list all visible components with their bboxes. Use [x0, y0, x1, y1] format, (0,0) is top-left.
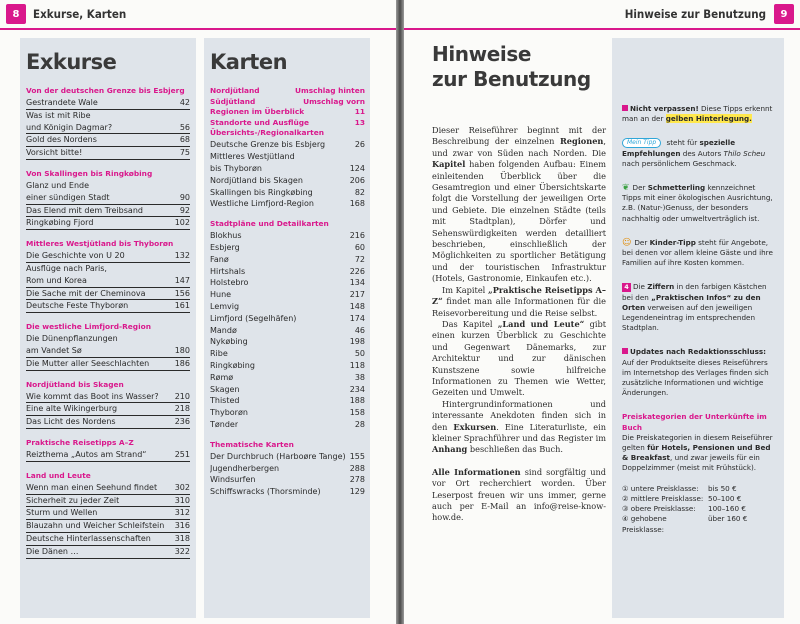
page-title-line-1: Hinweise: [432, 42, 531, 66]
list-item: [210, 325, 365, 337]
item-page: 82: [354, 187, 365, 197]
item-page: 56: [179, 122, 190, 132]
list-item: [210, 384, 365, 396]
tip-text: Auf der Produktseite dieses Reiseführers im Internetshop des Verlages finden sich zusätzliche Informationen und wichtige Änderungen.: [622, 357, 769, 398]
item-label: Südjütland: [210, 96, 256, 106]
paragraph-regions: [432, 125, 606, 285]
karten-list: [210, 128, 365, 498]
text-run: gibt einen kurzen Überblick zu Geschichte und Gegenwart Dänemarks, zur Architektur und zur dänischen Kunstszene sowie hilfreiche Informationen zu Themen wie Wetter, Gezeiten und Umwelt.: [432, 318, 606, 398]
section-heading: Übersichts-/Regionalkarten: [210, 128, 324, 138]
item-page: 26: [354, 140, 365, 150]
item-page: Umschlag vorn: [303, 96, 365, 106]
text-run: , und zwar von Süden nach Norden. Die: [432, 136, 606, 158]
section-heading: Thematische Karten: [210, 439, 294, 449]
list-item[interactable]: [26, 134, 190, 147]
item-page: 75: [179, 148, 190, 158]
item-label: Was ist mit Ribe: [26, 110, 91, 120]
item-label: Thyborøn: [210, 408, 248, 418]
tip-bold: spezielle Empfehlungen: [622, 138, 736, 158]
item-label: Der Durchbruch (Harboøre Tange): [210, 451, 346, 461]
item-label: Ringkøbing Fjord: [26, 218, 94, 228]
item-label: Nordjütland: [210, 86, 260, 95]
tip-text: Der: [634, 237, 650, 247]
item-page: 13: [354, 117, 365, 127]
tip-updates: [622, 347, 776, 398]
item-page: 216: [349, 231, 365, 241]
item-page: 156: [174, 288, 190, 298]
paragraph-land-leute: [432, 319, 606, 399]
item-label: Deutsche Hinterlassenschaften: [26, 533, 151, 543]
item-page: 134: [349, 278, 365, 288]
price-description: [622, 433, 776, 474]
list-item: [210, 254, 365, 266]
tip-bold: Ziffern: [647, 282, 675, 292]
list-item: [26, 263, 190, 275]
list-item: [26, 333, 190, 345]
child-icon: ☺: [622, 237, 632, 248]
item-page: Umschlag hinten: [295, 86, 365, 95]
item-page: 198: [349, 337, 365, 347]
tip-nicht-verpassen: [622, 104, 776, 124]
list-item: [26, 110, 190, 122]
item-label: Sicherheit zu jeder Zeit: [26, 495, 120, 505]
section-heading: Von Skallingen bis Ringkøbing: [26, 168, 153, 178]
list-item[interactable]: [26, 533, 190, 546]
item-label: einer sündigen Stadt: [26, 192, 110, 202]
list-item: [210, 360, 365, 372]
item-label: Sturm und Wellen: [26, 508, 98, 518]
list-item: [26, 180, 190, 192]
item-label: Deutsche Feste Thyborøn: [26, 301, 129, 311]
tip-ziffern: [622, 282, 776, 333]
text-bold: „Land und Leute“: [497, 318, 585, 329]
text-run: sind sorgfältig und vor Ort recherchiert worden. Über Leserpost freuen wir uns immer, gerne auch per E-Mail an info@reise-know-how.de.: [432, 466, 606, 523]
price-label: ① untere Preisklasse:: [622, 483, 699, 493]
price-value: über 160 €: [708, 514, 748, 524]
item-label: Limfjord (Segelhäfen): [210, 313, 297, 323]
item-page: 124: [349, 163, 365, 173]
list-item[interactable]: [26, 495, 190, 508]
section-heading: Land und Leute: [26, 470, 91, 480]
list-item[interactable]: [26, 97, 190, 110]
item-page: 50: [354, 349, 365, 359]
list-item: [210, 266, 365, 278]
item-page: 186: [174, 358, 190, 368]
list-item[interactable]: [26, 482, 190, 495]
list-item: [210, 86, 365, 97]
tip-text: des Autors: [680, 148, 724, 158]
item-page: 226: [349, 266, 365, 276]
item-page: 148: [349, 301, 365, 311]
item-label: Nordjütland bis Skagen: [210, 175, 303, 185]
list-item: [210, 301, 365, 313]
tip-bold: Updates nach Redaktionsschluss:: [630, 347, 766, 357]
price-label: ② mittlere Preisklasse:: [622, 493, 704, 503]
list-item: [210, 163, 365, 175]
tip-text: steht für Angebote, bei denen vor allem kleine Gäste und ihre Familien auf ihre Kosten kommen.: [622, 237, 773, 268]
paragraph-reisetipps: [432, 285, 606, 319]
section-heading: Praktische Reisetipps A–Z: [26, 437, 134, 447]
price-row: [622, 504, 776, 514]
item-label: Ausflüge nach Paris,: [26, 263, 107, 273]
price-label: ③ obere Preisklasse:: [622, 504, 696, 514]
list-item[interactable]: [26, 358, 190, 371]
item-label: Schiffswracks (Thorsminde): [210, 487, 321, 497]
item-label: Holstebro: [210, 278, 249, 288]
list-item[interactable]: [26, 300, 190, 313]
item-label: Esbjerg: [210, 242, 240, 252]
text-bold: „Praktische Reisetipps A–Z“: [432, 284, 606, 307]
item-label: Die Sache mit der Cheminova: [26, 288, 146, 298]
item-label: Mittleres Westjütland: [210, 152, 295, 162]
list-item: [210, 277, 365, 289]
list-item: [210, 118, 365, 129]
item-label: bis Thyborøn: [210, 163, 262, 173]
list-item: [210, 230, 365, 242]
list-item: [210, 419, 365, 431]
list-item: [210, 151, 365, 163]
price-value: bis 50 €: [708, 483, 737, 493]
karten-column: [204, 38, 370, 618]
item-label: Die Mutter aller Seeschlachten: [26, 358, 150, 368]
item-page: 206: [349, 175, 365, 185]
item-page: 92: [179, 205, 190, 215]
list-item: [210, 175, 365, 187]
list-item: [210, 395, 365, 407]
tip-text: in den farbigen Kästchen bei den: [622, 282, 767, 302]
item-label: Hirtshals: [210, 266, 246, 276]
item-label: Windsurfen: [210, 475, 256, 485]
paragraph-info: [432, 467, 606, 524]
list-item: [210, 107, 365, 118]
tip-bold: Schmetterling: [647, 183, 706, 193]
item-page: 68: [179, 135, 190, 145]
right-page: [404, 0, 800, 624]
item-page: 217: [349, 290, 365, 300]
text-run: Im Kapitel: [442, 284, 488, 295]
tip-bold: Kinder-Tipp: [649, 237, 696, 247]
item-page: 210: [174, 391, 190, 401]
item-label: Deutsche Grenze bis Esbjerg: [210, 140, 326, 150]
page-number-left: 8: [6, 4, 26, 24]
exkurse-heading: Exkurse: [26, 50, 117, 74]
item-page: 218: [174, 404, 190, 414]
item-page: 318: [174, 533, 190, 543]
section-heading: Die westliche Limfjord-Region: [26, 322, 151, 332]
item-page: 72: [354, 254, 365, 264]
list-item: [210, 97, 365, 108]
item-label: Ringkøbing: [210, 360, 255, 370]
list-item[interactable]: [26, 250, 190, 263]
yellow-highlight: gelben Hinterlegung.: [665, 114, 752, 124]
item-label: Glanz und Ende: [26, 180, 90, 190]
text-bold: Kapitel: [432, 159, 466, 170]
item-label: Gold des Nordens: [26, 135, 97, 145]
mein-tipp-badge-icon: Mein Tipp: [622, 138, 661, 148]
price-table: [622, 484, 776, 535]
right-header: [404, 0, 800, 30]
item-page: 155: [349, 451, 365, 461]
section-heading: Von der deutschen Grenze bis Esbjerg: [26, 86, 185, 95]
paragraph-exkurse: [432, 399, 606, 456]
text-bold: Regionen: [559, 136, 604, 147]
item-page: 147: [174, 275, 190, 285]
tip-text: Der: [632, 183, 648, 193]
list-item[interactable]: [26, 122, 190, 135]
item-page: 312: [174, 508, 190, 518]
item-label: Ribe: [210, 349, 228, 359]
item-label: Thisted: [210, 396, 240, 406]
item-label: Das Licht des Nordens: [26, 417, 116, 427]
item-label: Jugendherbergen: [210, 463, 280, 473]
karten-heading: Karten: [210, 50, 288, 74]
tip-bold: Nicht verpassen!: [630, 104, 699, 113]
left-header-title: Exkurse, Karten: [33, 7, 127, 21]
text-bold: Alle Informationen: [432, 466, 521, 477]
item-label: Skallingen bis Ringkøbing: [210, 187, 313, 197]
item-label: Rømø: [210, 372, 234, 382]
list-item: [210, 187, 365, 199]
text-bold: Anhang: [432, 444, 468, 455]
list-item: [210, 336, 365, 348]
item-label: Die Dänen …: [26, 546, 79, 556]
list-item[interactable]: [26, 205, 190, 218]
text-run: . Eine Literaturliste, ein kleiner Sprachführer und das Register im: [432, 421, 606, 443]
item-page: 316: [174, 521, 190, 531]
price-value: 50–100 €: [708, 493, 742, 503]
list-item: [210, 451, 365, 463]
item-label: Regionen im Überblick: [210, 107, 305, 117]
list-item: [210, 463, 365, 475]
list-item[interactable]: [26, 217, 190, 230]
item-label: am Vandet Sø: [26, 345, 82, 355]
list-item: [210, 242, 365, 254]
list-item: [210, 474, 365, 486]
text-run: Hintergrundinformationen und interessante Anekdoten finden sich in den: [432, 398, 606, 432]
item-page: 118: [349, 360, 365, 370]
item-page: 288: [349, 463, 365, 473]
item-page: 310: [174, 495, 190, 505]
item-page: 102: [174, 218, 190, 228]
tip-text: nach persönlichem Geschmack.: [622, 158, 737, 168]
exkurse-list: [26, 86, 190, 559]
list-item[interactable]: [26, 416, 190, 429]
tip-text: Die Preiskategorien in diesem Reiseführer gelten: [622, 432, 773, 453]
price-row: [622, 484, 776, 494]
price-heading: Preiskategorien der Unterkünfte im Buch: [622, 412, 767, 432]
item-page: 90: [179, 192, 190, 202]
list-item: [210, 289, 365, 301]
item-label: Tønder: [210, 419, 239, 429]
list-item[interactable]: [26, 507, 190, 520]
tip-bold: „Praktischen Infos“ zu den Orten: [622, 292, 761, 312]
item-page: 60: [354, 242, 365, 252]
tip-text: Diese Tipps erkennt man an der: [622, 104, 773, 124]
item-page: 251: [174, 449, 190, 459]
item-page: 38: [354, 372, 365, 382]
list-item[interactable]: [26, 345, 190, 358]
item-label: Skagen: [210, 384, 240, 394]
tip-text: verweisen auf den jeweiligen Legendeneintrag im entsprechenden Stadtplan.: [622, 302, 756, 333]
left-page: [0, 0, 396, 624]
text-bold: Exkursen: [453, 421, 497, 432]
list-item[interactable]: [26, 520, 190, 533]
item-page: 28: [354, 419, 365, 429]
exkurse-column: [20, 38, 196, 618]
list-item[interactable]: [26, 403, 190, 416]
book-gutter: [396, 0, 404, 624]
tip-text: steht für: [664, 138, 700, 148]
author-name: Thilo Scheu: [723, 148, 766, 158]
right-header-title: Hinweise zur Benutzung: [624, 7, 766, 21]
item-label: und Königin Dagmar?: [26, 122, 113, 132]
tip-mein-tipp: [622, 138, 776, 169]
list-item: [210, 198, 365, 210]
tips-sidebar: [612, 38, 784, 618]
tip-kinder: [622, 238, 776, 269]
item-label: Die Geschichte von U 20: [26, 251, 125, 261]
list-item[interactable]: [26, 288, 190, 301]
item-label: Standorte und Ausflüge: [210, 117, 310, 127]
item-label: Fanø: [210, 254, 229, 264]
tip-text: , und zwar jeweils für ein Doppelzimmer (meist mit Frühstück).: [622, 453, 760, 473]
tip-bold: für Hotels, Pensionen und Bed & Breakfast: [622, 443, 771, 463]
text-run: Das Kapitel: [442, 318, 498, 329]
item-label: Gestrandete Wale: [26, 98, 98, 107]
left-header: [0, 0, 396, 30]
number-box-icon: 4: [622, 283, 631, 292]
list-item: [210, 372, 365, 384]
page-number-right: 9: [774, 4, 794, 24]
item-page: 302: [174, 482, 190, 492]
item-label: Blauzahn und Weicher Schleifstein: [26, 521, 165, 531]
item-label: Nykøbing: [210, 337, 248, 347]
item-page: 46: [354, 325, 365, 335]
text-run: findet man alle Informationen für die Reisevorbereitung und die Reise selbst.: [432, 296, 606, 318]
section-heading: Mittleres Westjütland bis Thyborøn: [26, 239, 174, 249]
item-label: Hune: [210, 290, 232, 300]
item-page: 180: [174, 345, 190, 355]
list-item[interactable]: [26, 391, 190, 404]
butterfly-icon: ❦: [622, 183, 630, 194]
tip-schmetterling: [622, 183, 776, 224]
item-page: 278: [349, 475, 365, 485]
tip-text: kennzeichnet Tipps mit einer ökologischen Ausrichtung, z.B. (Natur-)Genuss, der besonders nachhaltig oder umweltverträglich ist.: [622, 183, 773, 223]
item-label: Rom und Korea: [26, 275, 87, 285]
pink-square-icon: [622, 105, 628, 111]
item-label: Eine alte Wikingerburg: [26, 404, 118, 414]
item-label: Wenn man einen Seehund findet: [26, 482, 158, 492]
pink-square-icon: [622, 348, 628, 354]
item-label: Westliche Limfjord-Region: [210, 199, 314, 209]
list-item: [210, 348, 365, 360]
item-page: 188: [349, 396, 365, 406]
item-label: Die Dünenpflanzungen: [26, 334, 118, 344]
list-item[interactable]: [26, 192, 190, 205]
price-label: ④ gehobene Preisklasse:: [622, 514, 667, 534]
item-label: Blokhus: [210, 231, 242, 241]
list-item: [210, 486, 365, 498]
tip-text: Die: [633, 282, 648, 292]
section-heading: Nordjütland bis Skagen: [26, 379, 124, 389]
price-value: 100–160 €: [708, 504, 746, 514]
item-page: 322: [174, 546, 190, 556]
item-page: 236: [174, 417, 190, 427]
list-item: [210, 139, 365, 151]
item-page: 234: [349, 384, 365, 394]
list-item: [210, 407, 365, 419]
item-page: 174: [349, 313, 365, 323]
item-page: 129: [349, 487, 365, 497]
list-item[interactable]: [26, 546, 190, 559]
item-label: Mandø: [210, 325, 237, 335]
item-label: Das Elend mit dem Treibsand: [26, 205, 143, 215]
item-page: 161: [174, 301, 190, 311]
karten-top-list: [210, 86, 365, 128]
list-item: [210, 313, 365, 325]
page-title: [432, 42, 591, 92]
item-page: 132: [174, 251, 190, 261]
item-label: Wie kommt das Boot ins Wasser?: [26, 391, 159, 401]
list-item[interactable]: [26, 449, 190, 462]
item-page: 158: [349, 408, 365, 418]
text-run: beschließen das Buch.: [467, 444, 563, 455]
section-heading: Stadtpläne und Detailkarten: [210, 219, 329, 229]
list-item[interactable]: [26, 275, 190, 288]
item-label: Reizthema „Autos am Strand“: [26, 449, 147, 459]
item-page: 168: [349, 199, 365, 209]
price-row: [622, 494, 776, 504]
text-run: haben folgenden Aufbau: Einem einleitenden Überblick über die Gesamtregion und einer Übersichtskarte folgt die Vorstellung der jeweiligen Orte und Gebiete. Die einzelnen Städte (teils mit Stadtplan), Dörfer und Sehenswürdigkeiten werden detailliert beschrieben, einschließlich der Möglichkeiten zu sportlicher Betätigung und der touristischen Infrastruktur (Hotels, Gastronomie, Einkaufen etc.).: [432, 159, 606, 284]
item-label: Lemvig: [210, 301, 240, 311]
item-page: 42: [179, 98, 190, 107]
item-label: Vorsicht bitte!: [26, 148, 83, 158]
page-title-line-2: zur Benutzung: [432, 67, 591, 91]
price-categories: [622, 412, 776, 534]
intro-text: [432, 125, 606, 524]
list-item[interactable]: [26, 147, 190, 160]
price-row: [622, 514, 776, 534]
text-run: Dieser Reiseführer beginnt mit der Beschreibung der einzelnen: [432, 125, 606, 147]
item-page: 11: [354, 107, 365, 117]
